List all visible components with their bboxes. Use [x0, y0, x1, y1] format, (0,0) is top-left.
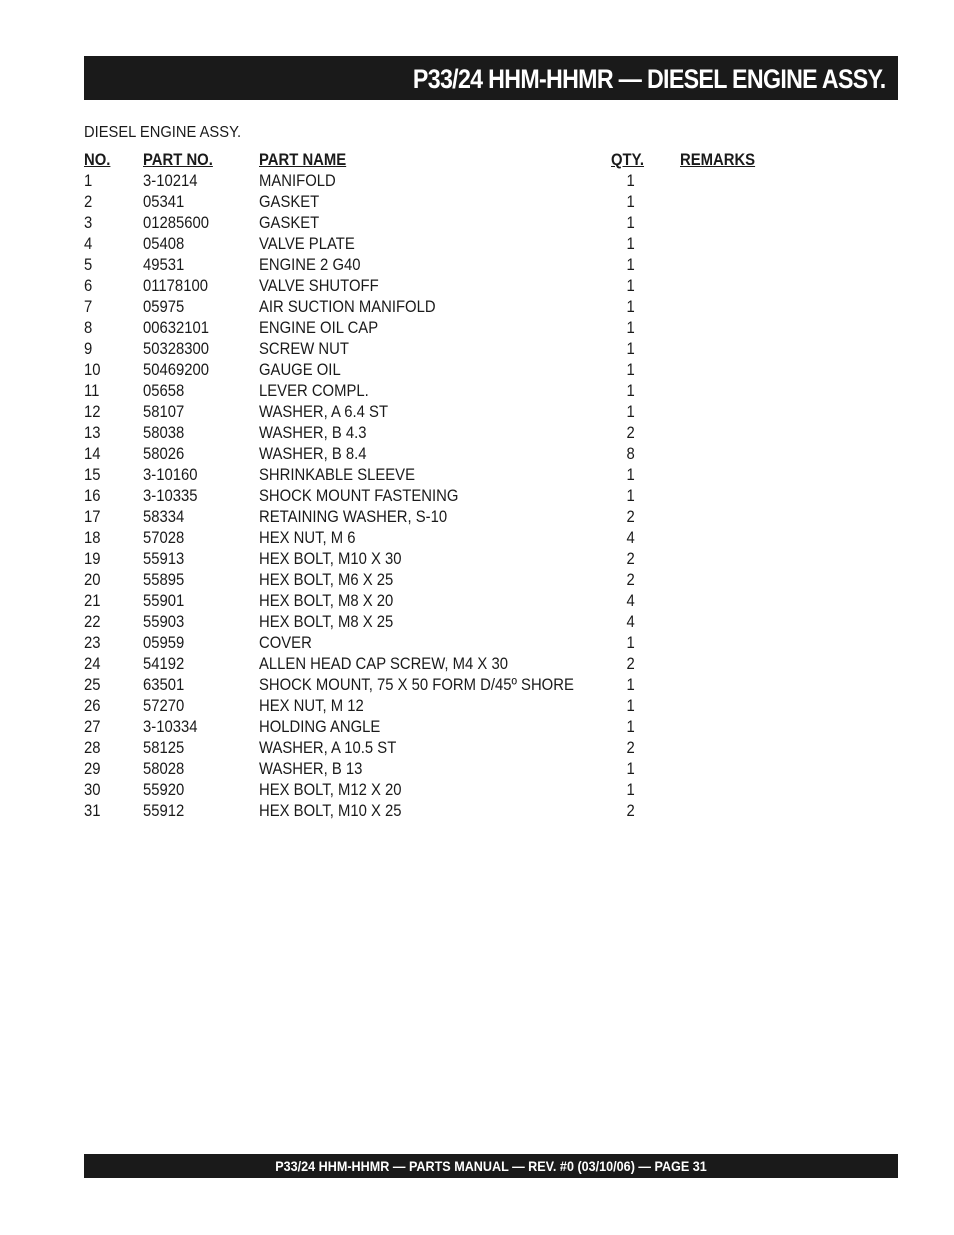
page-header-bar — [84, 56, 898, 100]
table-row — [84, 717, 898, 738]
table-row — [84, 486, 898, 507]
table-row — [84, 612, 898, 633]
cell-qty: 1 — [626, 172, 635, 190]
cell-part-name: ALLEN HEAD CAP SCREW, M4 X 30 — [259, 655, 508, 673]
table-row — [84, 780, 898, 801]
cell-part-name: WASHER, A 6.4 ST — [259, 403, 389, 421]
cell-no: 23 — [84, 634, 101, 652]
column-header-qty: QTY. — [611, 151, 645, 169]
section-label: DIESEL ENGINE ASSY. — [84, 124, 242, 141]
cell-part-name: LEVER COMPL. — [259, 382, 369, 400]
cell-part-name: SCREW NUT — [259, 340, 349, 358]
cell-part-no: 01178100 — [143, 277, 208, 295]
cell-no: 11 — [84, 382, 100, 400]
cell-part-name: HEX BOLT, M8 X 25 — [259, 613, 394, 631]
cell-part-no: 55895 — [143, 571, 185, 589]
table-row — [84, 759, 898, 780]
cell-qty: 1 — [626, 634, 635, 652]
cell-qty: 4 — [626, 592, 635, 610]
table-row — [84, 360, 898, 381]
cell-qty: 1 — [626, 718, 635, 736]
cell-no: 15 — [84, 466, 101, 484]
cell-part-name: WASHER, B 4.3 — [259, 424, 367, 442]
cell-qty: 1 — [626, 235, 635, 253]
cell-qty: 1 — [626, 697, 635, 715]
cell-qty: 2 — [626, 571, 635, 589]
cell-qty: 1 — [626, 487, 635, 505]
cell-qty: 1 — [626, 403, 635, 421]
cell-no: 26 — [84, 697, 101, 715]
cell-part-no: 58038 — [143, 424, 185, 442]
table-row — [84, 255, 898, 276]
table-row — [84, 318, 898, 339]
cell-no: 5 — [84, 256, 93, 274]
cell-no: 14 — [84, 445, 101, 463]
cell-part-name: WASHER, B 8.4 — [259, 445, 367, 463]
cell-no: 12 — [84, 403, 101, 421]
cell-part-no: 55913 — [143, 550, 185, 568]
cell-qty: 1 — [626, 193, 635, 211]
column-header-part-name: PART NAME — [259, 151, 347, 169]
cell-qty: 1 — [626, 760, 635, 778]
cell-part-name: GAUGE OIL — [259, 361, 341, 379]
page-footer-bar — [84, 1154, 898, 1178]
cell-part-name: HEX BOLT, M10 X 30 — [259, 550, 402, 568]
cell-no: 31 — [84, 802, 101, 820]
table-row — [84, 171, 898, 192]
cell-part-no: 05975 — [143, 298, 185, 316]
cell-no: 9 — [84, 340, 93, 358]
table-row — [84, 738, 898, 759]
cell-qty: 1 — [626, 319, 635, 337]
cell-no: 25 — [84, 676, 101, 694]
cell-part-no: 55903 — [143, 613, 185, 631]
cell-part-no: 49531 — [143, 256, 185, 274]
table-row — [84, 591, 898, 612]
cell-part-no: 3-10334 — [143, 718, 198, 736]
cell-qty: 2 — [626, 739, 635, 757]
cell-part-name: SHOCK MOUNT FASTENING — [259, 487, 459, 505]
cell-part-name: GASKET — [259, 214, 320, 232]
cell-part-no: 55912 — [143, 802, 185, 820]
cell-part-no: 55920 — [143, 781, 185, 799]
cell-part-name: HOLDING ANGLE — [259, 718, 381, 736]
cell-part-name: AIR SUCTION MANIFOLD — [259, 298, 436, 316]
cell-no: 29 — [84, 760, 101, 778]
cell-no: 16 — [84, 487, 101, 505]
cell-qty: 1 — [626, 214, 635, 232]
cell-no: 2 — [84, 193, 93, 211]
cell-no: 24 — [84, 655, 101, 673]
table-row — [84, 381, 898, 402]
table-row — [84, 528, 898, 549]
cell-no: 1 — [84, 172, 93, 190]
cell-part-name: COVER — [259, 634, 312, 652]
cell-part-name: ENGINE 2 G40 — [259, 256, 361, 274]
cell-part-name: GASKET — [259, 193, 320, 211]
cell-no: 13 — [84, 424, 101, 442]
cell-part-name: RETAINING WASHER, S-10 — [259, 508, 448, 526]
table-row — [84, 339, 898, 360]
table-row — [84, 297, 898, 318]
cell-qty: 1 — [626, 256, 635, 274]
table-header-row — [84, 150, 898, 171]
cell-qty: 1 — [626, 466, 635, 484]
cell-part-no: 50328300 — [143, 340, 210, 358]
cell-part-no: 58026 — [143, 445, 185, 463]
cell-part-name: WASHER, B 13 — [259, 760, 363, 778]
cell-part-name: WASHER, A 10.5 ST — [259, 739, 397, 757]
cell-qty: 1 — [626, 781, 635, 799]
cell-part-no: 00632101 — [143, 319, 210, 337]
cell-no: 10 — [84, 361, 101, 379]
column-header-part-no: PART NO. — [143, 151, 213, 169]
cell-no: 8 — [84, 319, 93, 337]
cell-part-no: 63501 — [143, 676, 185, 694]
cell-qty: 1 — [626, 298, 635, 316]
page-title: P33/24 HHM-HHMR — DIESEL ENGINE ASSY. — [413, 64, 886, 94]
cell-part-name: SHOCK MOUNT, 75 X 50 FORM D/45º SHORE — [259, 676, 574, 694]
cell-qty: 8 — [626, 445, 635, 463]
cell-part-no: 05408 — [143, 235, 185, 253]
footer-text: P33/24 HHM-HHMR — PARTS MANUAL — REV. #0 (03/10/06) — PAGE 31 — [275, 1158, 707, 1174]
cell-part-no: 57270 — [143, 697, 185, 715]
cell-part-name: VALVE SHUTOFF — [259, 277, 379, 295]
cell-qty: 1 — [626, 361, 635, 379]
column-header-remarks: REMARKS — [680, 151, 756, 169]
table-row — [84, 234, 898, 255]
cell-qty: 2 — [626, 550, 635, 568]
cell-qty: 1 — [626, 340, 635, 358]
cell-qty: 1 — [626, 382, 635, 400]
table-row — [84, 570, 898, 591]
cell-no: 21 — [84, 592, 101, 610]
table-body — [84, 171, 898, 822]
cell-no: 22 — [84, 613, 101, 631]
table-row — [84, 801, 898, 822]
cell-no: 3 — [84, 214, 93, 232]
cell-part-no: 58107 — [143, 403, 185, 421]
table-row — [84, 276, 898, 297]
table-row — [84, 549, 898, 570]
cell-part-name: HEX BOLT, M8 X 20 — [259, 592, 394, 610]
cell-qty: 2 — [626, 802, 635, 820]
cell-part-no: 01285600 — [143, 214, 210, 232]
cell-part-name: HEX BOLT, M10 X 25 — [259, 802, 402, 820]
table-row — [84, 696, 898, 717]
table-row — [84, 633, 898, 654]
table-row — [84, 213, 898, 234]
cell-part-name: HEX NUT, M 6 — [259, 529, 356, 547]
cell-qty: 4 — [626, 529, 635, 547]
table-row — [84, 402, 898, 423]
cell-part-no: 58334 — [143, 508, 185, 526]
cell-part-name: HEX BOLT, M6 X 25 — [259, 571, 394, 589]
cell-part-no: 05959 — [143, 634, 185, 652]
cell-no: 18 — [84, 529, 101, 547]
cell-qty: 2 — [626, 508, 635, 526]
cell-no: 6 — [84, 277, 93, 295]
table-row — [84, 507, 898, 528]
column-header-no: NO. — [84, 151, 111, 169]
cell-part-no: 57028 — [143, 529, 185, 547]
cell-no: 20 — [84, 571, 101, 589]
cell-part-no: 3-10335 — [143, 487, 198, 505]
cell-part-no: 3-10214 — [143, 172, 198, 190]
table-row — [84, 675, 898, 696]
cell-no: 4 — [84, 235, 93, 253]
table-row — [84, 465, 898, 486]
cell-no: 17 — [84, 508, 101, 526]
cell-part-no: 3-10160 — [143, 466, 198, 484]
cell-part-no: 58125 — [143, 739, 185, 757]
cell-no: 30 — [84, 781, 101, 799]
cell-part-name: MANIFOLD — [259, 172, 336, 190]
cell-part-name: HEX NUT, M 12 — [259, 697, 364, 715]
table-row — [84, 192, 898, 213]
cell-part-name: HEX BOLT, M12 X 20 — [259, 781, 402, 799]
table-row — [84, 654, 898, 675]
cell-no: 7 — [84, 298, 93, 316]
cell-part-name: ENGINE OIL CAP — [259, 319, 379, 337]
table-row — [84, 444, 898, 465]
cell-part-name: SHRINKABLE SLEEVE — [259, 466, 415, 484]
cell-part-no: 50469200 — [143, 361, 210, 379]
cell-part-no: 55901 — [143, 592, 185, 610]
cell-part-no: 05341 — [143, 193, 185, 211]
cell-qty: 4 — [626, 613, 635, 631]
cell-no: 28 — [84, 739, 101, 757]
cell-no: 27 — [84, 718, 101, 736]
cell-qty: 1 — [626, 277, 635, 295]
parts-table — [84, 150, 898, 822]
cell-no: 19 — [84, 550, 101, 568]
table-row — [84, 423, 898, 444]
cell-part-no: 54192 — [143, 655, 185, 673]
cell-part-no: 05658 — [143, 382, 185, 400]
cell-qty: 2 — [626, 655, 635, 673]
cell-part-no: 58028 — [143, 760, 185, 778]
cell-part-name: VALVE PLATE — [259, 235, 355, 253]
cell-qty: 2 — [626, 424, 635, 442]
cell-qty: 1 — [626, 676, 635, 694]
